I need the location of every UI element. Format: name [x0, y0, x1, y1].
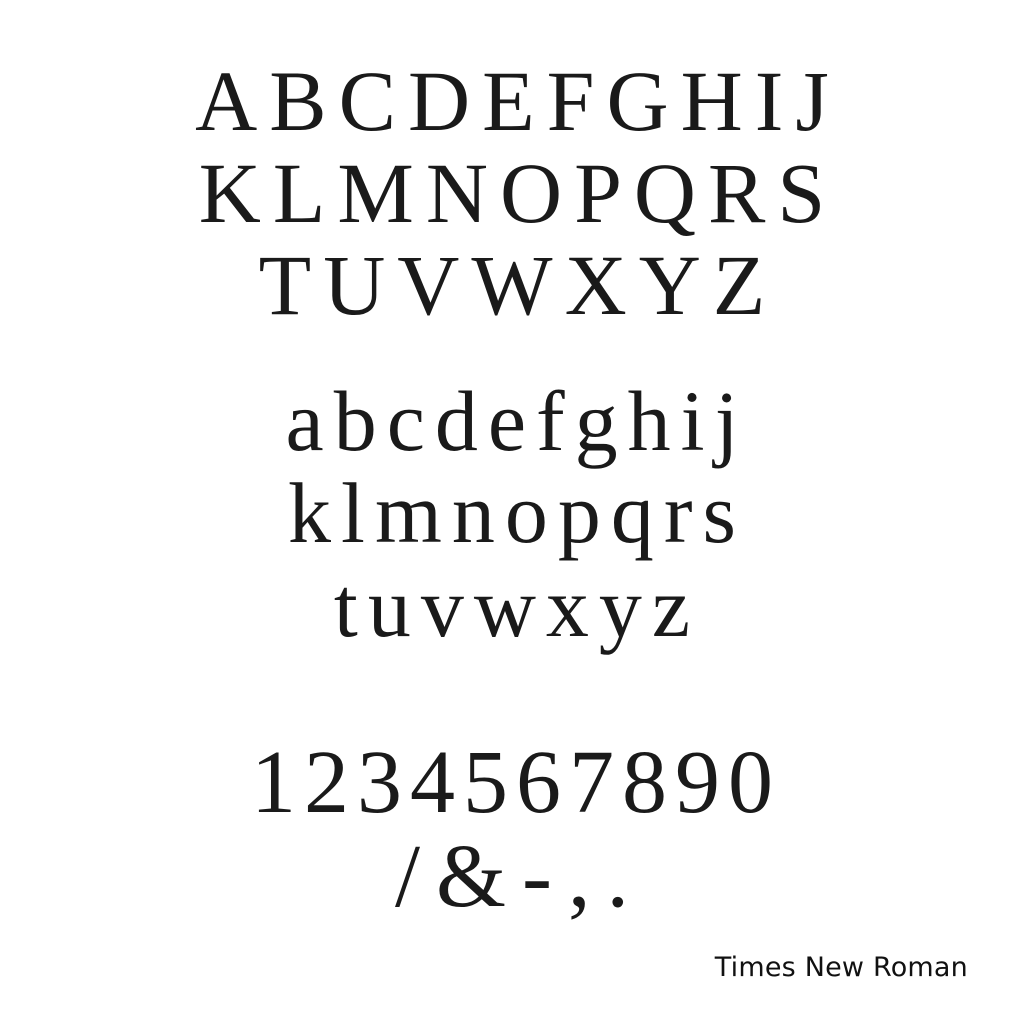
glyph: 4 — [410, 733, 455, 832]
glyph: . — [606, 827, 629, 926]
glyph: v — [420, 559, 464, 655]
glyph: n — [451, 465, 495, 561]
glyph: I — [754, 53, 784, 149]
number-row — [0, 733, 1024, 832]
glyph: r — [663, 465, 693, 561]
glyph: g — [574, 373, 618, 469]
glyph: w — [473, 559, 536, 655]
glyph: W — [471, 237, 553, 333]
glyph: c — [386, 373, 425, 469]
glyph: h — [627, 373, 671, 469]
glyph: - — [522, 827, 552, 926]
uppercase-row-2 — [0, 145, 1024, 241]
glyph: M — [337, 145, 414, 241]
font-name-caption: Times New Roman — [714, 952, 968, 983]
glyph: E — [482, 53, 535, 149]
glyph: H — [680, 53, 743, 149]
glyph: X — [564, 237, 627, 333]
glyph: O — [499, 145, 563, 241]
glyph: 6 — [516, 733, 561, 832]
uppercase-row-1 — [0, 53, 1024, 149]
glyph: Z — [712, 237, 766, 333]
glyph: o — [504, 465, 548, 561]
glyph: K — [198, 145, 261, 241]
glyph: J — [795, 53, 829, 149]
glyph: 7 — [569, 733, 614, 832]
glyph: R — [708, 145, 766, 241]
glyph: m — [374, 465, 442, 561]
glyph: z — [651, 559, 691, 655]
glyph: D — [408, 53, 471, 149]
glyph: Y — [638, 237, 701, 333]
glyph: 2 — [304, 733, 349, 832]
glyph: s — [702, 465, 736, 561]
glyph: N — [425, 145, 488, 241]
glyph: B — [269, 53, 327, 149]
glyph: C — [338, 53, 397, 149]
glyph: a — [285, 373, 324, 469]
glyph: b — [333, 373, 377, 469]
glyph: 8 — [622, 733, 667, 832]
glyph: 3 — [357, 733, 402, 832]
lowercase-row-1 — [0, 373, 1024, 469]
glyph: k — [288, 465, 332, 561]
glyph: t — [333, 559, 358, 655]
glyph: d — [434, 373, 478, 469]
uppercase-row-3 — [0, 237, 1024, 333]
glyph: A — [195, 53, 258, 149]
glyph: Q — [633, 145, 697, 241]
glyph: p — [557, 465, 601, 561]
lowercase-row-3 — [0, 559, 1024, 655]
glyph: T — [258, 237, 312, 333]
glyph: L — [272, 145, 326, 241]
glyph: G — [606, 53, 669, 149]
glyph: P — [574, 145, 622, 241]
glyph: x — [545, 559, 589, 655]
glyph: F — [546, 53, 595, 149]
glyph: y — [598, 559, 642, 655]
glyph: e — [487, 373, 527, 469]
glyph: S — [777, 145, 826, 241]
glyph: 0 — [728, 733, 773, 832]
glyph: & — [436, 827, 507, 926]
glyph: f — [536, 373, 565, 469]
glyph: u — [367, 559, 411, 655]
glyph: / — [394, 827, 420, 926]
glyph: U — [323, 237, 386, 333]
symbol-row — [0, 827, 1024, 926]
glyph: i — [680, 373, 705, 469]
glyph: 1 — [251, 733, 296, 832]
glyph: j — [714, 373, 739, 469]
lowercase-row-2 — [0, 465, 1024, 561]
glyph: q — [610, 465, 654, 561]
glyph: V — [397, 237, 460, 333]
glyph: 5 — [463, 733, 508, 832]
glyph: l — [341, 465, 365, 561]
glyph: , — [568, 827, 591, 926]
glyph: 9 — [675, 733, 720, 832]
